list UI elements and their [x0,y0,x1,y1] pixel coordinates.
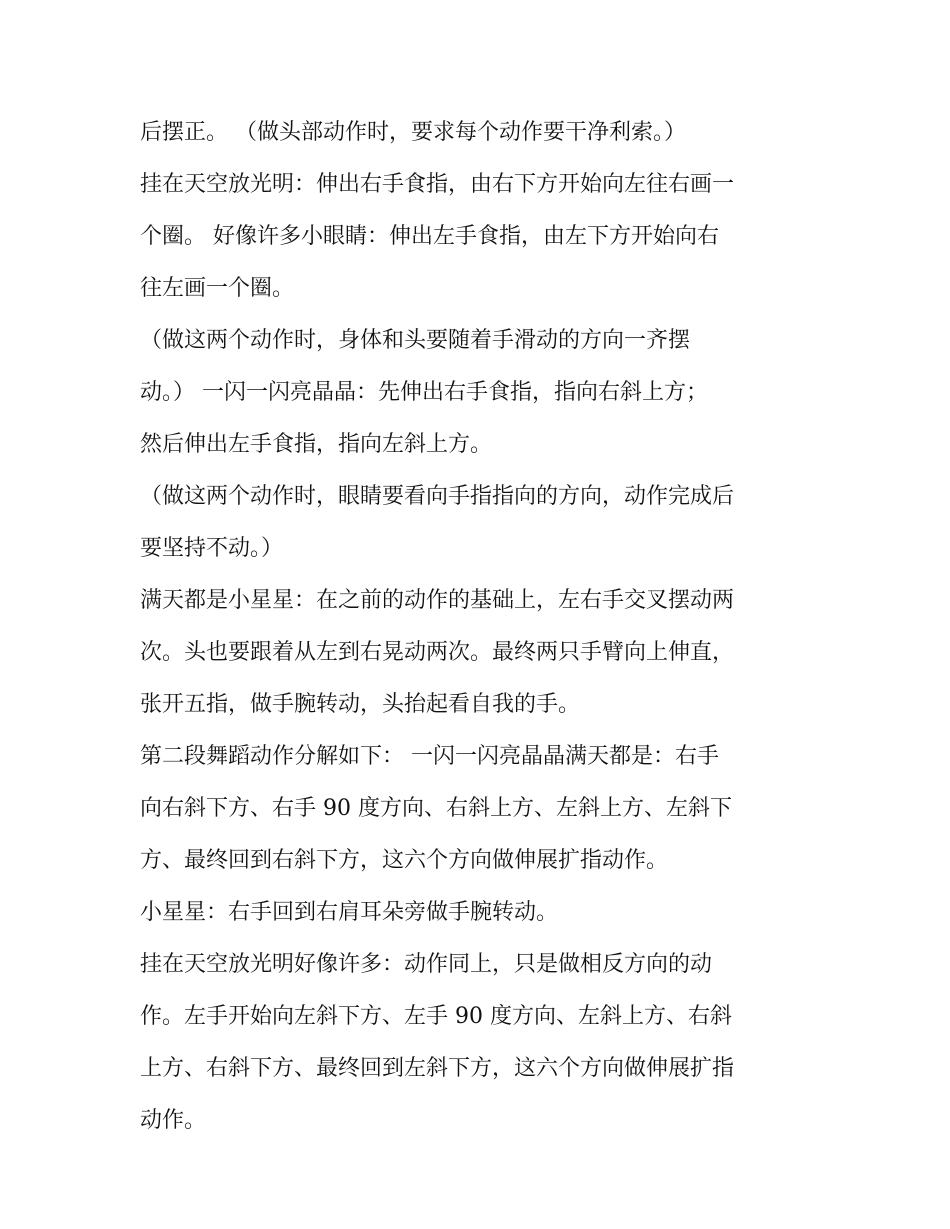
text-line: 满天都是小星星：在之前的动作的基础上，左右手交叉摆动两 [140,588,735,613]
text-line: 动。） 一闪一闪亮晶晶：先伸出右手食指，指向右斜上方； [140,380,708,405]
text-line: 上方、右斜下方、最终回到左斜下方，这六个方向做伸展扩指 [140,1056,735,1081]
text-line: 次。头也要跟着从左到右晃动两次。最终两只手臂向上伸直， [140,640,735,665]
text-line: 后摆正。 （做头部动作时，要求每个动作要干净利索。） [140,120,686,145]
text-line: 作。左手开始向左斜下方、左手 90 度方向、左斜上方、右斜 [140,1004,732,1029]
text-line: （做这两个动作时，身体和头要随着手滑动的方向一齐摆 [140,328,691,353]
text-line: 动作。 [140,1108,207,1133]
text-line: 第二段舞蹈动作分解如下： 一闪一闪亮晶晶满天都是：右手 [140,744,719,769]
text-line: 挂在天空放光明：伸出右手食指，由右下方开始向左往右画一 [140,172,735,197]
text-line: 个圈。 好像许多小眼睛：伸出左手食指，由左下方开始向右 [140,224,719,249]
document-body [140,107,820,1147]
text-line: 挂在天空放光明好像许多：动作同上，只是做相反方向的动 [140,952,713,977]
text-line: （做这两个动作时，眼睛要看向手指指向的方向，动作完成后 [140,484,735,509]
text-line: 方、最终回到右斜下方，这六个方向做伸展扩指动作。 [140,848,669,873]
text-line: 要坚持不动。） [140,536,284,561]
text-line: 然后伸出左手食指，指向左斜上方。 [140,432,493,457]
text-line: 张开五指，做手腕转动，头抬起看自我的手。 [140,692,581,717]
text-line: 向右斜下方、右手 90 度方向、右斜上方、左斜上方、左斜下 [140,796,732,821]
text-line: 小星星：右手回到右肩耳朵旁做手腕转动。 [140,900,559,925]
text-line: 往左画一个圈。 [140,276,295,301]
